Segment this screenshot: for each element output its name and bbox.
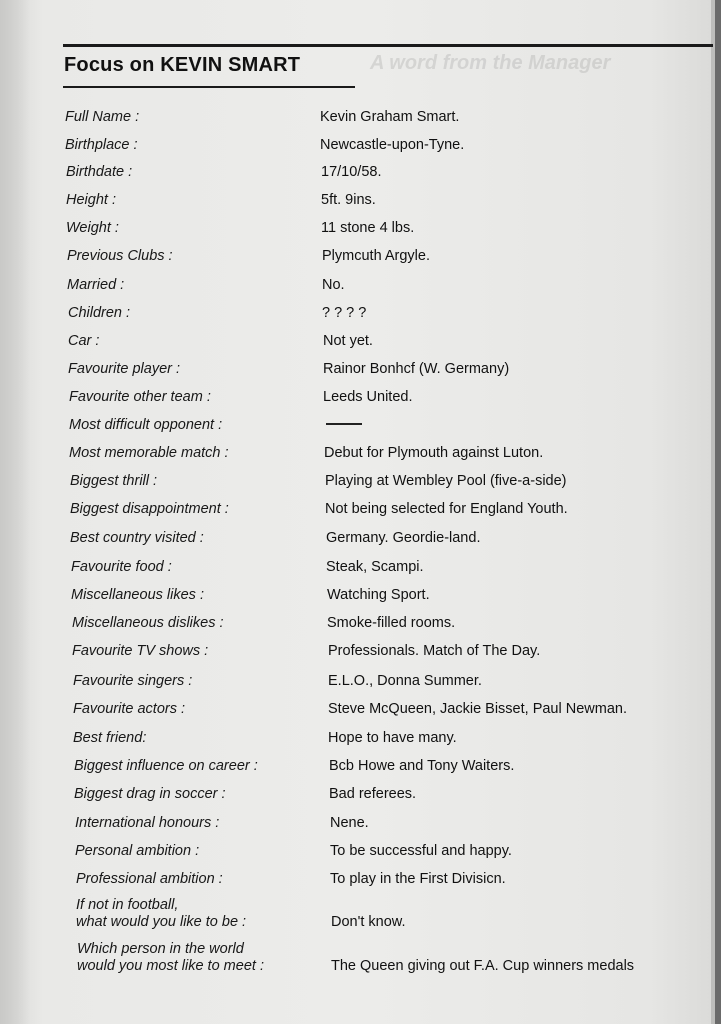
title-underline — [63, 86, 355, 88]
field-label: Favourite player : — [68, 361, 181, 377]
field-value: Germany. Geordie-land. — [326, 530, 481, 546]
page-edge-dark — [715, 0, 721, 1024]
field-value: E.L.O., Donna Summer. — [328, 673, 482, 689]
field-value: The Queen giving out F.A. Cup winners medals — [331, 958, 635, 974]
field-label: Favourite TV shows : — [72, 643, 209, 659]
field-label: Full Name : — [65, 109, 140, 125]
field-value: Nene. — [330, 815, 369, 831]
field-label: Biggest thrill : — [70, 473, 158, 489]
field-value: To play in the First Divisicn. — [330, 871, 506, 887]
field-value: Leeds United. — [323, 389, 413, 405]
field-label: Most difficult opponent : — [69, 417, 223, 433]
field-label: Best friend: — [73, 730, 147, 746]
field-label: Miscellaneous dislikes : — [72, 615, 224, 631]
field-value: Not yet. — [323, 333, 373, 349]
field-value: Hope to have many. — [328, 730, 457, 746]
field-label: Miscellaneous likes : — [71, 587, 204, 603]
field-label: Professional ambition : — [76, 871, 223, 887]
field-value: Professionals. Match of The Day. — [328, 643, 541, 659]
field-label: Previous Clubs : — [67, 248, 173, 264]
field-value: Don't know. — [331, 914, 406, 930]
page-title: Focus on KEVIN SMART — [64, 54, 301, 76]
field-value: Not being selected for England Youth. — [325, 501, 568, 517]
field-value: Newcastle-upon-Tyne. — [320, 137, 465, 153]
field-value: 5ft. 9ins. — [321, 192, 376, 208]
field-value: Kevin Graham Smart. — [320, 109, 460, 125]
field-value: Watching Sport. — [327, 587, 430, 603]
field-label: Favourite singers : — [73, 673, 193, 689]
field-value: Debut for Plymouth against Luton. — [324, 445, 544, 461]
page-gutter-shadow — [0, 0, 30, 1024]
field-value: Steak, Scampi. — [326, 559, 424, 575]
field-label: Favourite actors : — [73, 701, 186, 717]
field-label: Birthdate : — [66, 164, 133, 180]
field-value: ? ? ? ? — [322, 305, 367, 321]
field-value: Steve McQueen, Jackie Bisset, Paul Newman. — [328, 701, 627, 717]
field-label: If not in football, what would you like to be : — [76, 897, 247, 930]
field-label: Which person in the world would you most like to meet : — [77, 941, 264, 974]
field-value: No. — [322, 277, 345, 293]
field-label: Height : — [66, 192, 116, 208]
field-value: Bad referees. — [329, 786, 417, 802]
field-label: Biggest influence on career : — [74, 758, 258, 774]
field-label: Favourite other team : — [69, 389, 211, 405]
field-label: Birthplace : — [65, 137, 138, 153]
field-label: Weight : — [66, 220, 119, 236]
field-value: Playing at Wembley Pool (five-a-side) — [325, 473, 567, 489]
field-value: Bcb Howe and Tony Waiters. — [329, 758, 515, 774]
field-value: To be successful and happy. — [330, 843, 512, 859]
field-label: Most memorable match : — [69, 445, 229, 461]
field-label: Married : — [67, 277, 125, 293]
field-label: Biggest drag in soccer : — [74, 786, 226, 802]
field-value: Plymcuth Argyle. — [322, 248, 430, 264]
field-label: Favourite food : — [71, 559, 172, 575]
field-value: 17/10/58. — [321, 164, 382, 180]
top-rule — [63, 44, 713, 47]
field-label: Children : — [68, 305, 131, 321]
blank-answer-line — [326, 423, 362, 425]
field-label: Best country visited : — [70, 530, 204, 546]
field-value: Rainor Bonhcf (W. Germany) — [323, 361, 510, 377]
field-value: Smoke-filled rooms. — [327, 615, 456, 631]
field-label: Biggest disappointment : — [70, 501, 229, 517]
field-value: 11 stone 4 lbs. — [321, 220, 415, 236]
show-through-heading: A word from the Manager — [370, 52, 611, 74]
field-label: International honours : — [75, 815, 220, 831]
field-label: Personal ambition : — [75, 843, 200, 859]
field-label: Car : — [68, 333, 100, 349]
